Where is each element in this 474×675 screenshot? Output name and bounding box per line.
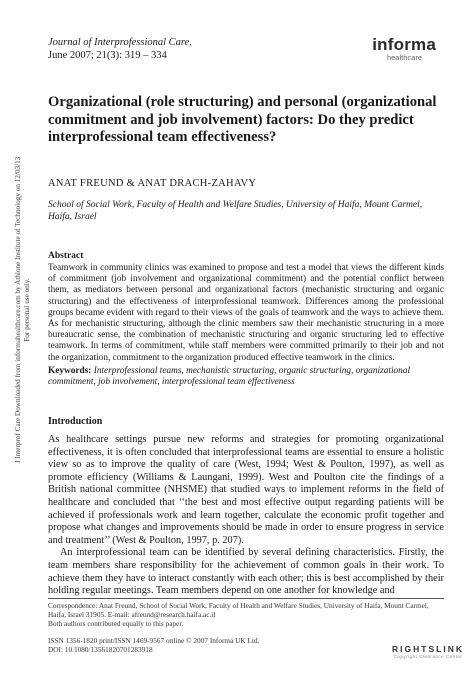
rightslink-logo[interactable]: [392, 644, 464, 659]
journal-issue: June 2007; 21(3): 319 – 334: [48, 50, 167, 61]
introduction-body: [48, 434, 444, 598]
introduction-heading: Introduction: [48, 416, 103, 427]
abstract-text: Teamwork in community clinics was examined to propose and test a model that views the different kinds of commitment (job involvement and organizational commitment) and the potential conflict between them, as mediators between personal and organizational factors (mechanistic structuring and organic structuring) and the effectiveness of interprofessional teamwork. Differences among the professional groups became evident with regard to their views of the goals of teamwork and the ways to achieve them. As for mechanistic structuring, although the clinic members saw their mechanistic structuring in a more bureaucratic sense, the combination of mechanistic structuring and organic structuring led to effective teamwork. In terms of commitment, while staff members were committed primarily to their job and not the organization, commitment to the organization produced effective teamwork in the clinics.: [48, 263, 444, 363]
keywords-label: Keywords:: [48, 366, 92, 376]
paragraph: As healthcare settings pursue new reforms and strategies for promoting organizational effectiveness, it is often concluded that interprofessional teams are essential to ensure a holistic view so as to improve the quality of care (West, 1994; West & Poulton, 1997), as well as promote efficiency (Williams & Laungani, 1999). West and Poulton cite the findings of a British national committee (NHSME) that studied ways to implement reforms in the field of healthcare and concluded that ‘‘the best and most effective output regarding patients will be achieved if professionals work and learn together, calculate the economic profit together and propose what changes and improvements should be made in order to ensure progress in service and treatment’’ (West & Poulton, 1997, p. 207).: [48, 434, 444, 546]
rightslink-name: RIGHTSLINK: [392, 644, 464, 654]
correspondence: Correspondence: Anat Freund, School of Social Work, Faculty of Health and Welfare Studies, University of Haifa, Mount Carmel, Haifa, Israel 31905. E-mail: afreund@research.haifa.ac.il: [48, 601, 429, 620]
journal-name: Journal of Interprofessional Care,: [48, 37, 192, 48]
doi: DOI: 10.1080/13561820701283918: [48, 645, 153, 655]
publisher-name: informa: [372, 35, 436, 54]
watermark-line: For personal use only.: [23, 278, 31, 342]
authors: ANAT FREUND & ANAT DRACH-ZAHAVY: [48, 178, 257, 189]
download-watermark: [14, 150, 32, 470]
publisher-logo: [372, 36, 436, 62]
paragraph: An interprofessional team can be identified by several defining characteristics. Firstly, the team members share responsibility for the achievement of common goals in their work. To achieve them they have to interact constantly with each other; this is best accomplished by their holding regular meetings. Team members depend on one another for knowledge and: [48, 547, 444, 597]
keywords-text: Interprofessional teams, mechanistic structuring, organic structuring, organizational commitment, job involvement, interprofessional team effectiveness: [48, 366, 411, 388]
keywords: [48, 366, 444, 388]
publisher-sub: healthcare: [386, 53, 422, 62]
footnote: [48, 601, 448, 629]
journal-citation: [48, 36, 192, 62]
article-title: Organizational (role structuring) and personal (organizational commitment and job involvement) factors: Do they predict interprofessional team effectiveness?: [48, 94, 437, 145]
watermark-line: J Interprof Care Downloaded from informahealthcare.com by Athlone Institute of Technology on 12/03/13: [14, 156, 22, 464]
issn: ISSN 1356-1820 print/ISSN 1469-9567 online © 2007 Informa UK Ltd.: [48, 636, 260, 645]
affiliation: School of Social Work, Faculty of Health and Welfare Studies, University of Haifa, Mount Carmel, Haifa, Israel: [48, 200, 423, 222]
abstract-heading: Abstract: [48, 251, 84, 261]
rightslink-sub: Copyright Clearance Center: [393, 654, 463, 659]
contribution-note: Both authors contributed equally to this paper.: [48, 619, 184, 629]
issn-doi: [48, 636, 348, 654]
footnote-divider: [48, 598, 444, 599]
